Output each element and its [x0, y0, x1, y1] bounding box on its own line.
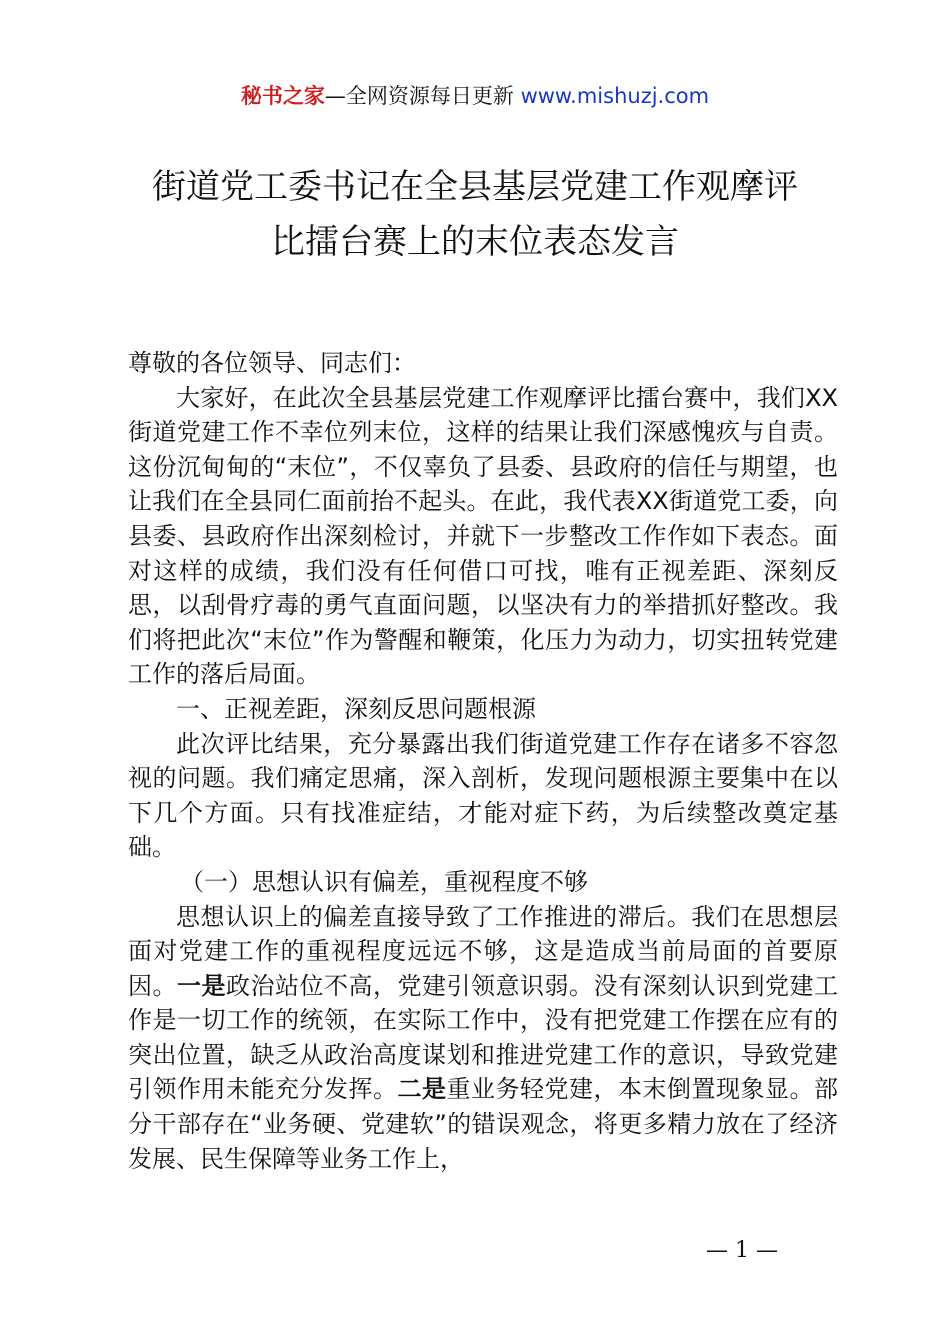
paragraph-text: 重业务轻党建，本末倒置现象显。部分干部存在“业务硬、党建软”的错误观念，将更多精力放在了经济发展、民生保障等业务工作上， [128, 1075, 838, 1173]
paragraph-opening: 大家好，在此次全县基层党建工作观摩评比擂台赛中，我们XX街道党建工作不幸位列末位，这样的结果让我们深感愧疚与自责。这份沉甸甸的“末位”，不仅辜负了县委、县政府的信任与期望，也让我们在全县同仁面前抬不起头。在此，我代表XX街道党工委，向县委、县政府作出深刻检讨，并就下一步整改工作作如下表态。面对这样的成绩，我们没有任何借口可找，唯有正视差距、深刻反思，以刮骨疗毒的勇气直面问题，以坚决有力的举措抓好整改。我们将把此次“末位”作为警醒和鞭策，化压力为动力，切实扭转党建工作的落后局面。 [128, 383, 838, 689]
point-lead-2: 二是 [397, 1075, 447, 1104]
title-line-1: 街道党工委书记在全县基层党建工作观摩评 [152, 167, 798, 207]
site-brand: 秘书之家 [240, 84, 325, 108]
salutation: 尊敬的各位领导、同志们： [128, 349, 416, 377]
document-title [0, 160, 950, 270]
page-number: — 1 — [706, 1238, 778, 1263]
site-header [0, 80, 950, 112]
paragraph-subsection-1 [128, 900, 838, 1177]
title-line-2: 比擂台赛上的末位表态发言 [271, 222, 679, 262]
point-lead-1: 一是 [177, 971, 226, 1000]
paragraph-section-1-intro: 此次评比结果，充分暴露出我们街道党建工作存在诸多不容忽视的问题。我们痛定思痛，深入剖析，发现问题根源主要集中在以下几个方面。只有找准症结，才能对症下药，为后续整改奠定基础。 [128, 729, 838, 862]
site-url-link[interactable]: www.mishuzj.com [520, 84, 710, 108]
paragraph-text: 思想认识上的偏差直接导致了工作推进的滞后。我们在思想层面对党建工作的重视程度远远不够，这是造成当前局面的首要原因。 [128, 902, 838, 1000]
subsection-heading-1: （一）思想认识有偏差，重视程度不够 [180, 867, 588, 896]
paragraph-text: 政治站位不高，党建引领意识弱。没有深刻认识到党建工作是一切工作的统领，在实际工作中，没有把党建工作摆在应有的突出位置，缺乏从政治高度谋划和推进党建工作的意识，导致党建引领作用未能充分发挥。 [128, 971, 838, 1104]
document-body [128, 346, 838, 1176]
site-slogan: —全网资源每日更新 [324, 84, 514, 108]
section-heading-1: 一、正视差距，深刻反思问题根源 [176, 694, 536, 723]
